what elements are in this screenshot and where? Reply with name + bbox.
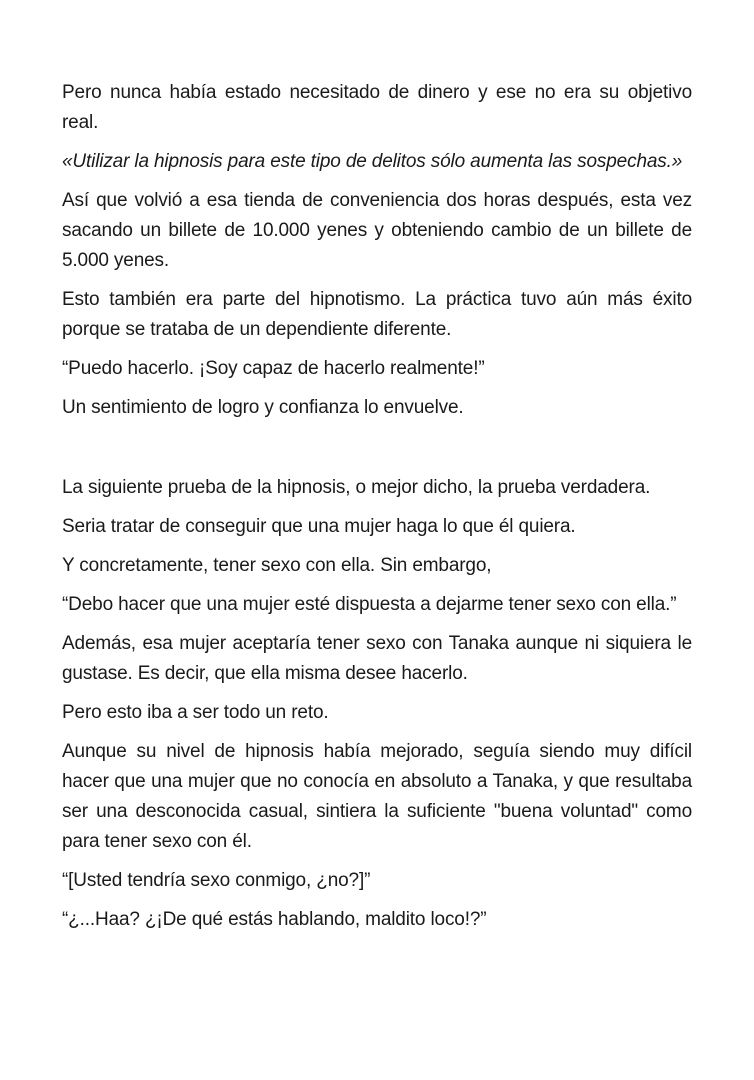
section-2 <box>62 473 692 935</box>
paragraph: Además, esa mujer aceptaría tener sexo con Tanaka aunque ni siquiera le gustase. Es decir, que ella misma desee hacerlo. <box>62 633 692 684</box>
paragraph-dialogue: “¿...Haa? ¿¡De qué estás hablando, maldito loco!?” <box>62 909 487 930</box>
section-1 <box>62 78 692 423</box>
paragraph: La siguiente prueba de la hipnosis, o mejor dicho, la prueba verdadera. <box>62 477 651 498</box>
paragraph-dialogue: “Puedo hacerlo. ¡Soy capaz de hacerlo realmente!” <box>62 358 485 379</box>
section-break <box>62 432 692 473</box>
document-page <box>62 78 692 944</box>
paragraph: Así que volvió a esa tienda de conveniencia dos horas después, esta vez sacando un billete de 10.000 yenes y obteniendo cambio de un billete de 5.000 yenes. <box>62 190 692 271</box>
paragraph-dialogue: “Debo hacer que una mujer esté dispuesta a dejarme tener sexo con ella.” <box>62 594 677 615</box>
paragraph-italic-quote: «Utilizar la hipnosis para este tipo de delitos sólo aumenta las sospechas.» <box>62 151 683 172</box>
paragraph-dialogue: “[Usted tendría sexo conmigo, ¿no?]” <box>62 870 371 891</box>
paragraph: Seria tratar de conseguir que una mujer haga lo que él quiera. <box>62 516 576 537</box>
paragraph: Pero esto iba a ser todo un reto. <box>62 702 329 723</box>
paragraph: Y concretamente, tener sexo con ella. Sin embargo, <box>62 555 492 576</box>
paragraph: Aunque su nivel de hipnosis había mejorado, seguía siendo muy difícil hacer que una mujer que no conocía en absoluto a Tanaka, y que resultaba ser una desconocida casual, sintiera la suficiente "buena voluntad" como para tener sexo con él. <box>62 741 692 852</box>
paragraph: Un sentimiento de logro y confianza lo envuelve. <box>62 397 464 418</box>
paragraph: Pero nunca había estado necesitado de dinero y ese no era su objetivo real. <box>62 82 692 133</box>
paragraph: Esto también era parte del hipnotismo. La práctica tuvo aún más éxito porque se trataba de un dependiente diferente. <box>62 289 692 340</box>
